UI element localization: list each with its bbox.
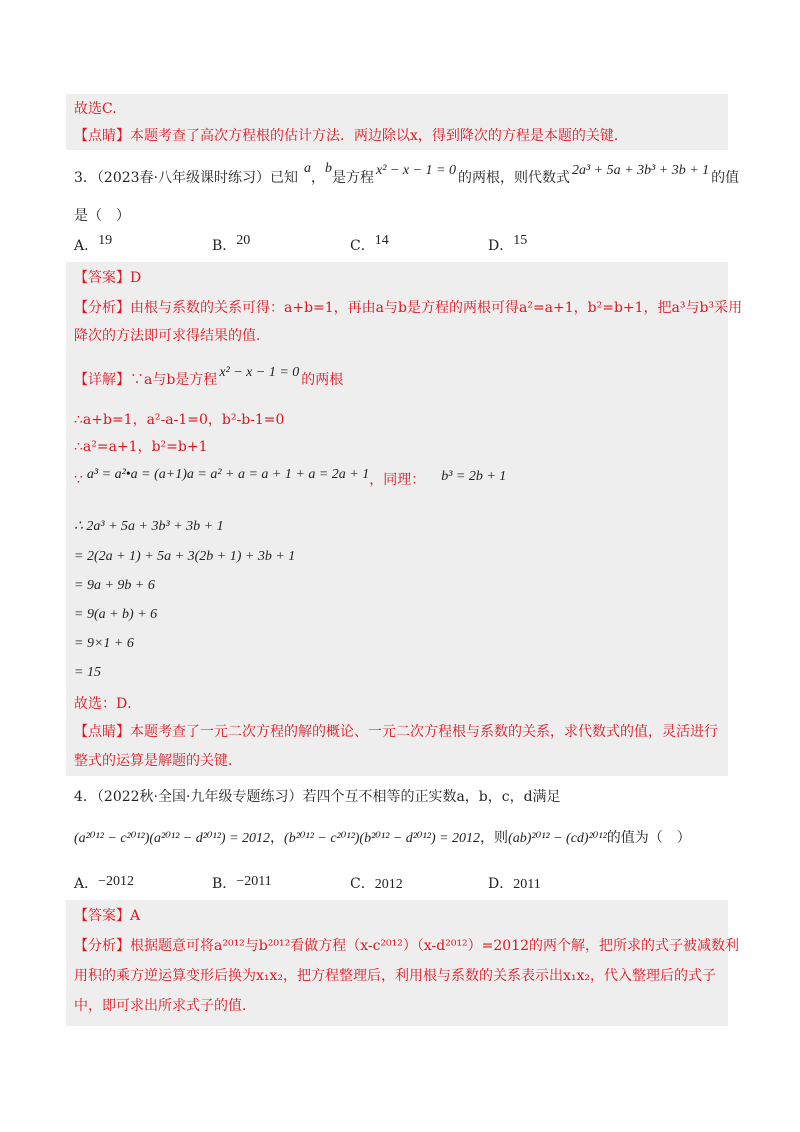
question-3-stem-cont: 是（ ） [74, 208, 130, 224]
step-1: ∴a+b=1，a²-a-1=0，b²-b-1=0 [74, 412, 285, 428]
question-4-stem: 4．（2022秋·全国·九年级专题练习）若四个互不相等的正实数a，b，c，d满足 [74, 789, 561, 805]
q3-option-b[interactable]: B．20 [212, 233, 251, 254]
q3-option-c[interactable]: C．14 [350, 233, 389, 254]
question-4-equations: (a²⁰¹² − c²⁰¹²)(a²⁰¹² − d²⁰¹²) = 2012，(b²⁰¹² − c²⁰¹²)(b²⁰¹² − d²⁰¹²) = 2012，则(ab)²⁰¹² − (cd)²⁰¹²的值为（ ） [74, 830, 691, 846]
q4-option-c[interactable]: C．2012 [350, 876, 403, 892]
analysis-line-2: 降次的方法即可求得结果的值． [74, 328, 270, 344]
analysis-q4-line-1: 【分析】根据题意可将a²⁰¹²与b²⁰¹²看做方程（x-c²⁰¹²）（x-d²⁰¹²）=2012的两个解，把所求的式子被减数利 [74, 938, 740, 954]
choose-statement: 故选：D． [74, 696, 142, 712]
q3-option-d[interactable]: D．15 [488, 233, 528, 254]
step-8: = 9×1 + 6 [74, 636, 134, 651]
choice-statement: 故选C. [74, 101, 117, 117]
q4-option-a[interactable]: A．−2012 [74, 874, 135, 892]
step-9: = 15 [74, 665, 101, 680]
step-2: ∴a²=a+1，b²=b+1 [74, 439, 208, 455]
step-6: = 9a + 9b + 6 [74, 578, 155, 593]
step-5: = 2(2a + 1) + 5a + 3(2b + 1) + 3b + 1 [74, 549, 296, 564]
q3-option-a[interactable]: A．19 [74, 233, 113, 254]
step-4: ∴ 2a³ + 5a + 3b³ + 3b + 1 [74, 519, 224, 534]
answer-label-q4: 【答案】A [74, 908, 141, 924]
question-3-stem: 3．（2023春·八年级课时练习）已知a，b是方程 x² − x − 1 = 0 的两根，则代数式 2a³ + 5a + 3b³ + 3b + 1 的值 [74, 161, 740, 186]
comment-line: 【点睛】本题考查了高次方程根的估计方法．两边除以x，得到降次的方程是本题的关键． [74, 128, 628, 144]
comment-line-1: 【点睛】本题考查了一元二次方程的解的概论、一元二次方程根与系数的关系，求代数式的值，灵活进行 [74, 724, 718, 740]
detail-head: 【详解】∵a与b是方程 x² − x − 1 = 0 的两根 [74, 365, 344, 388]
step-7: = 9(a + b) + 6 [74, 607, 158, 622]
analysis-q4-line-2: 用积的乘方逆运算变形后换为x₁x₂，把方程整理后，利用根与系数的关系表示出x₁x₂，代入整理后的式子 [74, 968, 717, 984]
q4-option-b[interactable]: B．−2011 [212, 874, 272, 892]
step-3: ∵ a³ = a²•a = (a+1)a = a² + a = a + 1 + a = 2a + 1，同理： b³ = 2b + 1 [74, 467, 507, 488]
analysis-q4-line-3: 中，即可求出所求式子的值． [74, 998, 256, 1014]
analysis-line-1: 【分析】由根与系数的关系可得：a+b=1，再由a与b是方程的两根可得a²=a+1，b²=b+1，把a³与b³采用 [74, 300, 743, 316]
comment-line-2: 整式的运算是解题的关键． [74, 753, 242, 769]
q4-option-d[interactable]: D．2011 [488, 876, 541, 892]
answer-label: 【答案】D [74, 270, 142, 286]
